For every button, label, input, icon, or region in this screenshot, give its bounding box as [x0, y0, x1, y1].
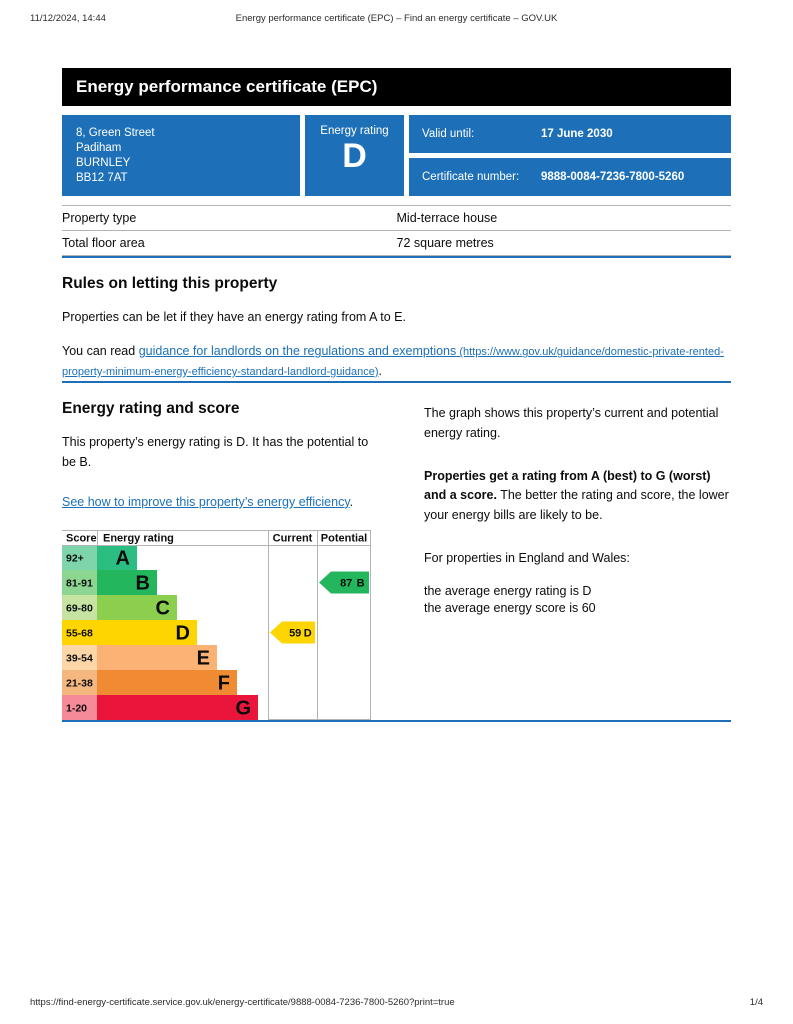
energy-rating-section	[62, 383, 731, 720]
guidance-text-prefix: You can read	[62, 344, 139, 359]
svg-text:B: B	[135, 572, 150, 595]
letting-guidance-paragraph	[62, 342, 731, 381]
rating-explanation	[424, 467, 731, 525]
average-stats	[424, 583, 731, 616]
landlord-guidance-link-url: (https://www.gov.uk/guidance/domestic-private-rented-property-minimum-energy-efficiency-standard-landlord-guidance)	[62, 346, 724, 378]
valid-until-value: 17 June 2030	[541, 128, 613, 140]
energy-rating-box	[305, 115, 404, 196]
property-address-box	[62, 115, 300, 196]
svg-text:Energy rating: Energy rating	[103, 532, 174, 545]
property-details-table	[62, 205, 731, 256]
address-line: 8, Green Street	[76, 127, 155, 139]
band-bar-g	[97, 695, 258, 720]
table-row	[62, 230, 731, 256]
energy-rating-heading: Energy rating and score	[62, 400, 240, 418]
average-rating-line: the average energy rating is D	[424, 584, 592, 599]
certificate-number-label: Certificate number:	[422, 171, 520, 183]
landlord-guidance-link-text: guidance for landlords on the regulations and exemptions	[138, 344, 457, 359]
print-footer-url: https://find-energy-certificate.service.gov.uk/energy-certificate/9888-0084-7236-7800-5260?print=true	[30, 997, 455, 1008]
svg-text:D: D	[303, 627, 312, 640]
epc-rating-graph	[62, 530, 371, 720]
print-footer-page-number: 1/4	[749, 997, 763, 1008]
average-score-line: the average energy score is 60	[424, 600, 596, 615]
floor-area-value: 72 square metres	[396, 236, 494, 250]
section-divider	[62, 256, 731, 258]
improve-efficiency-link[interactable]: See how to improve this property’s energy efficiency	[62, 494, 350, 509]
band-bar-f	[97, 670, 237, 695]
rating-section-left-column	[62, 383, 371, 720]
certificate-summary	[62, 115, 731, 196]
letting-rules-paragraph: Properties can be let if they have an energy rating from A to E.	[62, 310, 406, 324]
table-row	[62, 205, 731, 230]
svg-text:21-38: 21-38	[66, 677, 93, 690]
svg-text:E: E	[196, 647, 210, 670]
graph-description: The graph shows this property’s current and potential energy rating.	[424, 406, 719, 440]
letting-rules-heading: Rules on letting this property	[62, 275, 278, 292]
svg-text:59: 59	[289, 627, 302, 640]
rating-explanation-rest: The better the rating and score, the lower your energy bills are likely to be.	[424, 488, 729, 522]
svg-text:C: C	[155, 597, 170, 620]
address-line: BB12 7AT	[76, 172, 128, 184]
valid-until-box	[409, 115, 731, 153]
svg-text:39-54: 39-54	[66, 652, 93, 665]
rating-explanation-bold: Properties get a rating from A (best) to G (worst) and a score.	[424, 468, 711, 503]
svg-text:Potential: Potential	[320, 532, 368, 545]
svg-text:87: 87	[340, 577, 353, 590]
rating-section-right-column	[424, 383, 731, 720]
energy-rating-value: D	[342, 137, 367, 175]
england-wales-intro: For properties in England and Wales:	[424, 551, 630, 565]
rating-intro-paragraph: This property’s energy rating is D. It has the potential to be B.	[62, 435, 369, 469]
svg-text:D: D	[175, 622, 190, 645]
address-line: Padiham	[76, 142, 122, 154]
property-type-value: Mid-terrace house	[396, 211, 498, 225]
certificate-banner	[62, 68, 731, 106]
guidance-text-suffix: .	[378, 363, 382, 378]
print-header	[0, 0, 793, 26]
svg-text:92+: 92+	[66, 552, 84, 565]
certificate-number-value: 9888-0084-7236-7800-5260	[541, 171, 685, 183]
validity-stack	[409, 115, 731, 196]
svg-text:Score: Score	[66, 532, 97, 545]
banner-title: Energy performance certificate (EPC)	[76, 77, 378, 96]
svg-text:55-68: 55-68	[66, 627, 93, 640]
section-divider	[62, 720, 731, 722]
valid-until-label: Valid until:	[422, 128, 475, 140]
improve-link-suffix: .	[349, 494, 354, 509]
svg-text:A: A	[115, 547, 130, 570]
address-line: BURNLEY	[76, 157, 131, 169]
print-footer	[30, 997, 763, 1008]
svg-text:G: G	[235, 697, 251, 720]
landlord-guidance-link[interactable]	[62, 344, 724, 377]
property-type-label: Property type	[62, 211, 137, 225]
certificate-content	[62, 68, 731, 722]
certificate-number-box	[409, 158, 731, 196]
svg-text:81-91: 81-91	[66, 577, 93, 590]
print-page-title: Energy performance certificate (EPC) – Find an energy certificate – GOV.UK	[235, 13, 558, 24]
svg-text:69-80: 69-80	[66, 602, 93, 615]
svg-text:Current: Current	[272, 532, 313, 545]
print-datetime: 11/12/2024, 14:44	[30, 13, 106, 24]
improve-paragraph	[62, 493, 371, 512]
svg-text:1-20: 1-20	[66, 702, 88, 715]
svg-text:F: F	[217, 672, 230, 695]
svg-text:B: B	[356, 577, 365, 590]
floor-area-label: Total floor area	[62, 236, 145, 250]
energy-rating-label: Energy rating	[320, 125, 389, 137]
